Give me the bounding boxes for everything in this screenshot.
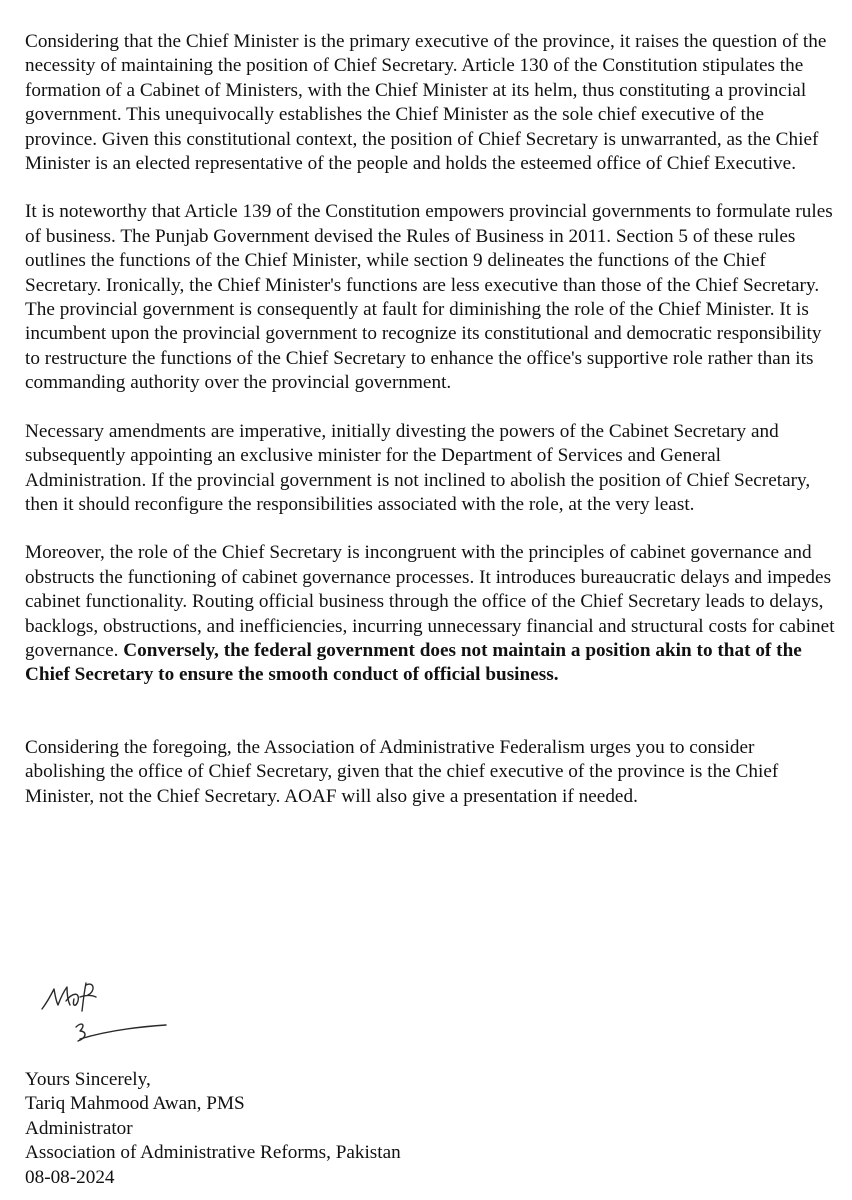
salutation: Yours Sincerely,	[25, 1069, 151, 1090]
paragraph-cabinet-governance-text: Moreover, the role of the Chief Secretary is incongruent with the principles of cabinet governance and obstructs the functioning of cabinet governance processes. It introduces bureaucratic delays and impedes cabinet functionality. Routing official business through the office of the Chief Secretary leads to delays, backlogs, obstructions, and inefficiencies, incurring unnecessary financial and structural costs for cabinet governance.	[25, 542, 835, 661]
signatory-name: Tariq Mahmood Awan, PMS	[25, 1093, 245, 1115]
handwritten-signature	[36, 975, 176, 1055]
paragraph-necessary-amendments: Necessary amendments are imperative, initially divesting the powers of the Cabinet Secretary and subsequently appointing an exclusive minister for the Department of Services and General Administration. If the provincial government is not inclined to abolish the position of Chief Secretary, then it should reconfigure the responsibilities associated with the role, at the very least.	[25, 420, 811, 515]
letter-closing	[25, 1068, 401, 1190]
paragraph-rules-of-business: It is noteworthy that Article 139 of the Constitution empowers provincial governments to formulate rules of business. The Punjab Government devised the Rules of Business in 2011. Section 5 of these rules outlines the functions of the Chief Minister, while section 9 delineates the functions of the Chief Secretary. Ironically, the Chief Minister's functions are less executive than those of the Chief Secretary. The provincial government is consequently at fault for diminishing the role of the Chief Minister. It is incumbent upon the provincial government to recognize its constitutional and democratic responsibility to restructure the functions of the Chief Secretary to enhance the office's supportive role rather than its commanding authority over the provincial government.	[25, 201, 833, 394]
letter-body	[25, 30, 835, 809]
paragraph-cabinet-governance-bold: Conversely, the federal government does not maintain a position akin to that of the Chief Secretary to ensure the smooth conduct of official business.	[25, 639, 802, 686]
paragraph-recommendation: Considering the foregoing, the Association of Administrative Federalism urges you to consider abolishing the office of Chief Secretary, given that the chief executive of the province is the Chief Minister, not the Chief Secretary. AOAF will also give a presentation if needed.	[25, 736, 779, 807]
paragraph-cabinet-governance	[25, 541, 835, 687]
letter-date: 08-08-2024	[25, 1166, 115, 1188]
signatory-title: Administrator	[25, 1117, 133, 1139]
paragraph-chief-minister-executive: Considering that the Chief Minister is the primary executive of the province, it raises the question of the necessity of maintaining the position of Chief Secretary. Article 130 of the Constitution stipulates the formation of a Cabinet of Ministers, with the Chief Minister at its helm, thus constituting a provincial government. This unequivocally establishes the Chief Minister as the sole chief executive of the province. Given this constitutional context, the position of Chief Secretary is unwarranted, as the Chief Minister is an elected representative of the people and holds the esteemed office of Chief Executive.	[25, 31, 827, 175]
signatory-organization: Association of Administrative Reforms, Pakistan	[25, 1142, 401, 1164]
